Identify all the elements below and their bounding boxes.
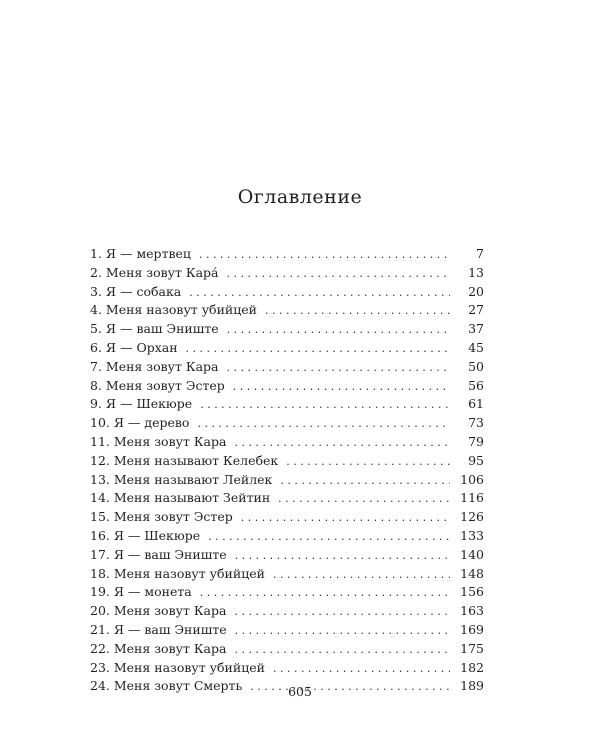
toc-entry [90, 320, 484, 339]
toc-entry-label: 4. Меня назовут убийцей [90, 302, 258, 318]
toc-entry-page: 27 [468, 302, 484, 318]
toc-entry-label: 6. Я — Орхан [90, 339, 178, 355]
toc-dot-leader [233, 378, 450, 397]
toc-entry-label: 5. Я — ваш Эниште [90, 321, 219, 337]
toc-entry-page: 182 [460, 659, 484, 675]
toc-entry-label: 13. Меня называют Лейлек [90, 471, 273, 487]
toc-entry [90, 339, 484, 358]
toc-entry [90, 452, 484, 471]
toc-entry-label: 9. Я — Шекюре [90, 396, 193, 412]
toc-entry [90, 395, 484, 414]
toc-dot-leader [235, 547, 450, 566]
toc-dot-leader [234, 434, 450, 453]
toc-dot-leader [278, 490, 450, 509]
toc-entry-page: 61 [468, 396, 484, 412]
toc-entry-page: 56 [468, 377, 484, 393]
toc-entry-page: 45 [468, 339, 484, 355]
toc-entry-label: 7. Меня зовут Кара [90, 358, 219, 374]
page-number: 605 [288, 684, 312, 699]
toc-entry-label: 12. Меня называют Келебек [90, 452, 279, 468]
toc-entry [90, 640, 484, 659]
toc-entry [90, 602, 484, 621]
toc-entry-page: 13 [468, 264, 484, 280]
toc-entry-page: 126 [460, 509, 484, 525]
toc-dot-leader [227, 321, 450, 340]
toc-entry [90, 433, 484, 452]
toc-dot-leader [208, 528, 450, 547]
toc-entry [90, 301, 484, 320]
toc-dot-leader [199, 246, 450, 265]
toc-entry-label: 21. Я — ваш Эниште [90, 621, 227, 637]
page-title: Оглавление [237, 186, 363, 208]
toc-entry-label: 3. Я — собака [90, 283, 182, 299]
toc-dot-leader [227, 359, 451, 378]
toc-entry-label: 22. Меня зовут Кара [90, 640, 227, 656]
toc-entry [90, 546, 484, 565]
toc-entry-page: 20 [468, 283, 484, 299]
toc-entry [90, 489, 484, 508]
toc-dot-leader [197, 415, 450, 434]
toc-entry [90, 358, 484, 377]
toc-entry-label: 24. Меня зовут Смерть [90, 678, 243, 694]
toc-entry-page: 116 [460, 490, 484, 506]
toc-entry [90, 621, 484, 640]
toc-dot-leader [280, 472, 450, 491]
toc-entry-label: 1. Я — мертвец [90, 246, 191, 261]
toc-dot-leader [273, 566, 450, 585]
toc-entry-label: 14. Меня называют Зейтин [90, 490, 271, 506]
toc-entry [90, 471, 484, 490]
toc-entry-page: 79 [468, 433, 484, 449]
toc-entry-label: 20. Меня зовут Кара [90, 603, 227, 619]
toc-dot-leader [234, 641, 450, 660]
toc-entry-label: 23. Меня назовут убийцей [90, 659, 265, 675]
toc-entry [90, 508, 484, 527]
toc-entry-label: 16. Я — Шекюре [90, 527, 201, 543]
toc-entry-label: 17. Я — ваш Эниште [90, 546, 227, 562]
toc-entry-label: 19. Я — монета [90, 584, 192, 600]
toc-entry-label: 18. Меня назовут убийцей [90, 565, 265, 581]
toc-dot-leader [235, 622, 450, 641]
toc-dot-leader [234, 603, 450, 622]
toc-entry-page: 95 [468, 452, 484, 468]
toc-entry-label: 11. Меня зовут Кара [90, 433, 227, 449]
toc-entry [90, 583, 484, 602]
toc-entry-page: 133 [460, 527, 484, 543]
toc-dot-leader [286, 453, 450, 472]
toc-entry-page: 148 [460, 565, 484, 581]
toc-entry-page: 140 [460, 546, 484, 562]
toc-entry-page: 37 [468, 321, 484, 337]
toc-entry [90, 377, 484, 396]
toc-dot-leader [241, 509, 450, 528]
toc-dot-leader [273, 660, 450, 679]
toc-dot-leader [200, 396, 450, 415]
toc-entry [90, 659, 484, 678]
toc-entry-page: 163 [460, 603, 484, 619]
toc-entry-page: 73 [468, 415, 484, 431]
toc-entry-label: 15. Меня зовут Эстер [90, 509, 233, 525]
toc-entry-page: 175 [460, 640, 484, 656]
toc-entry-page: 156 [460, 584, 484, 600]
toc-entry-page: 169 [460, 621, 484, 637]
table-of-contents [90, 245, 484, 696]
toc-entry-label: 8. Меня зовут Эстер [90, 377, 225, 393]
toc-entry-label: 10. Я — дерево [90, 415, 190, 431]
toc-entry [90, 414, 484, 433]
toc-entry [90, 565, 484, 584]
toc-dot-leader [227, 265, 451, 284]
toc-entry-label: 2. Меня зовут Кара́ [90, 264, 219, 280]
toc-dot-leader [200, 584, 450, 603]
toc-dot-leader [189, 284, 450, 303]
toc-entry [90, 264, 484, 283]
toc-entry-page: 7 [476, 246, 484, 261]
toc-entry-page: 106 [460, 471, 484, 487]
toc-entry [90, 245, 484, 264]
toc-dot-leader [186, 340, 450, 359]
toc-entry-page: 50 [468, 358, 484, 374]
toc-entry [90, 283, 484, 302]
toc-dot-leader [265, 302, 450, 321]
toc-entry [90, 527, 484, 546]
toc-entry-page: 189 [460, 678, 484, 694]
